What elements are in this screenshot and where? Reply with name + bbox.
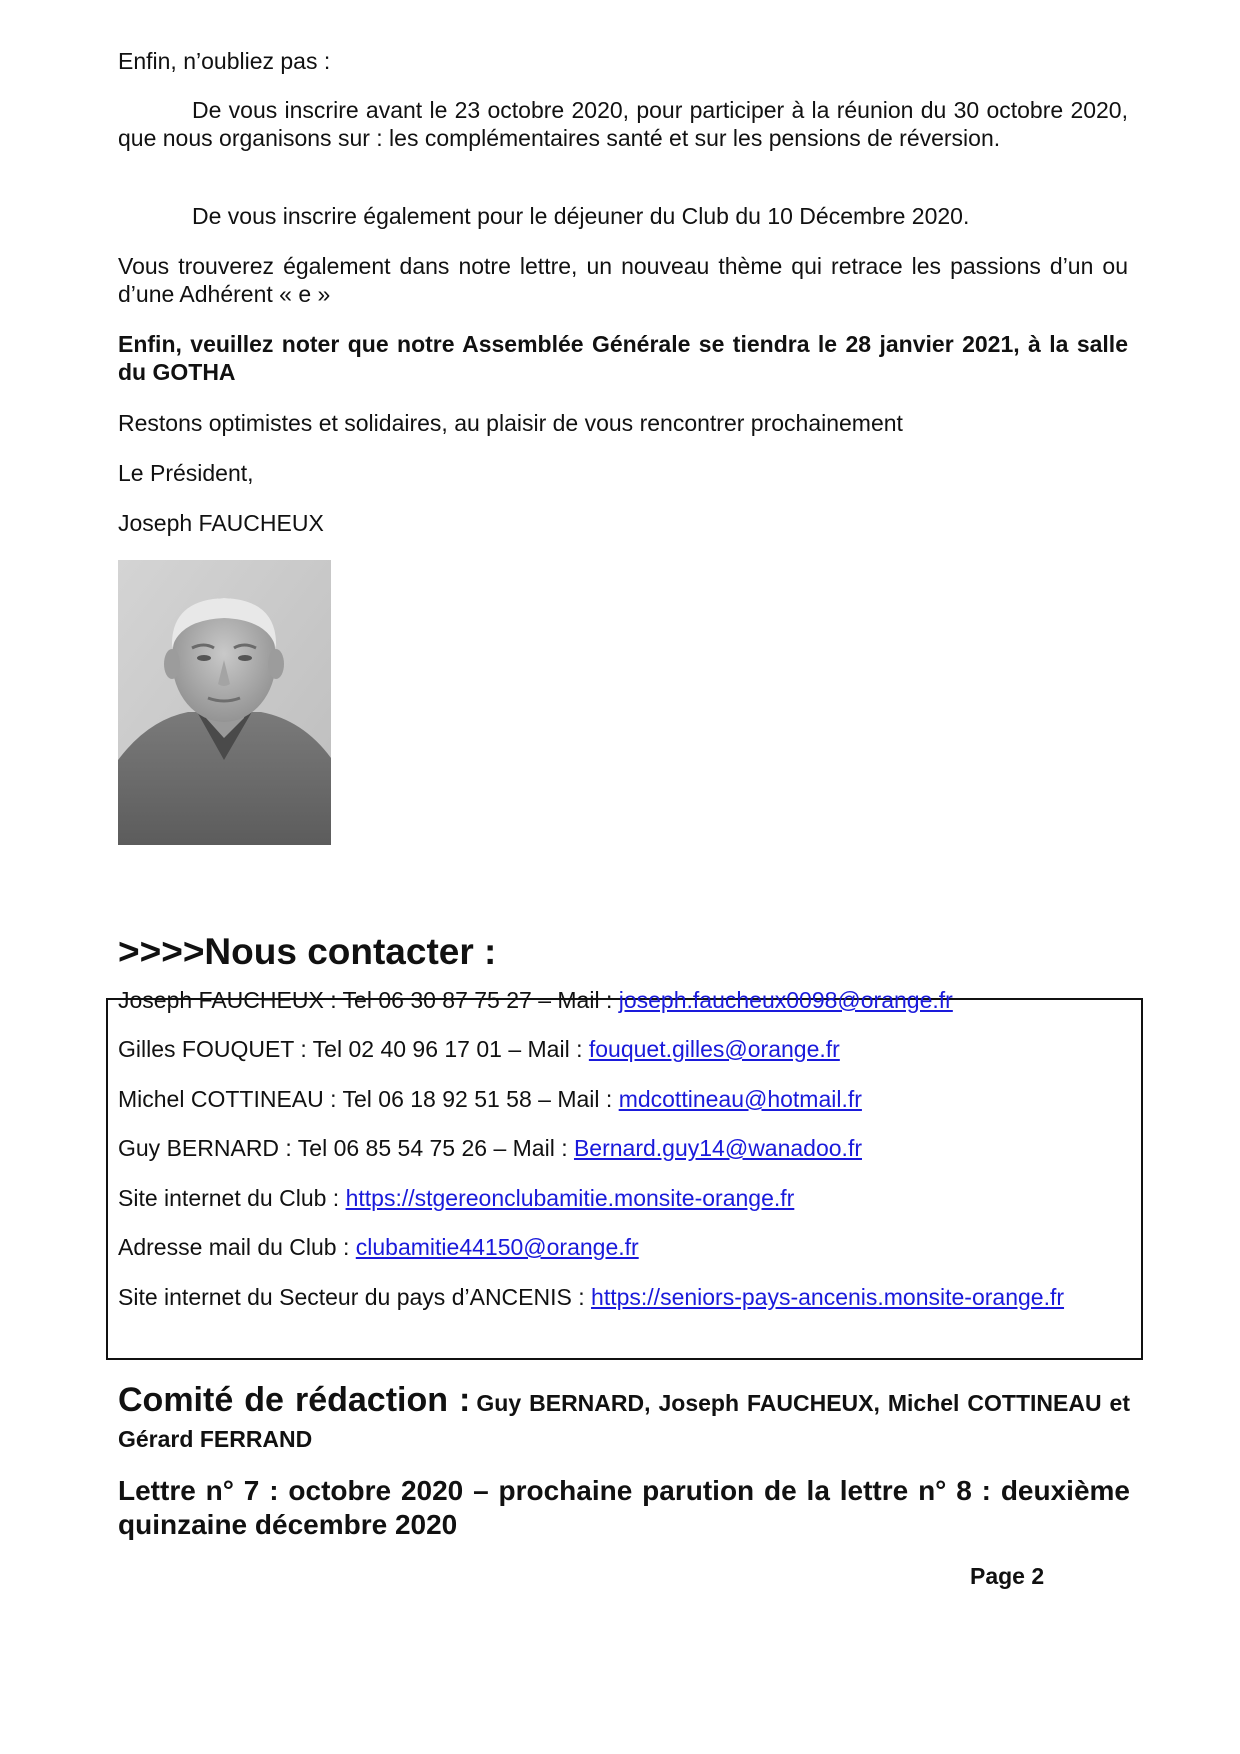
contact-row-club-mail xyxy=(118,1233,1130,1261)
contact-row-club-site xyxy=(118,1184,1130,1212)
theme-note: Vous trouverez également dans notre lettre, un nouveau thème qui retrace les passions d’un ou d’une Adhérent « e » xyxy=(118,253,1128,307)
contact-row-joseph xyxy=(118,986,1130,1014)
committee-members: Guy BERNARD, Joseph FAUCHEUX, Michel COTTINEAU et Gérard FERRAND xyxy=(118,1390,1130,1452)
contact-heading: >>>>Nous contacter : xyxy=(118,931,497,972)
contact-text: Michel COTTINEAU : Tel 06 18 92 51 58 – Mail : xyxy=(118,1086,619,1112)
intro-text: Enfin, n’oubliez pas : xyxy=(118,48,331,74)
contact-text: Adresse mail du Club : xyxy=(118,1234,356,1260)
contact-text: Site internet du Secteur du pays d’ANCENIS : xyxy=(118,1284,592,1310)
email-link[interactable]: fouquet.gilles@orange.fr xyxy=(588,1036,840,1062)
contact-row-guy xyxy=(118,1134,1130,1162)
contact-text: Gilles FOUQUET : Tel 02 40 96 17 01 – Mail : xyxy=(118,1036,589,1062)
closing-text: Restons optimistes et solidaires, au plaisir de vous rencontrer prochainement xyxy=(118,410,903,436)
issue-info: Lettre n° 7 : octobre 2020 – prochaine parution de la lettre n° 8 : deuxième quinzaine décembre 2020 xyxy=(118,1475,1130,1540)
signature-name: Joseph FAUCHEUX xyxy=(118,510,324,536)
email-link[interactable]: joseph.faucheux0098@orange.fr xyxy=(618,987,953,1013)
website-link[interactable]: https://seniors-pays-ancenis.monsite-orange.fr xyxy=(591,1284,1065,1310)
assembly-note: Enfin, veuillez noter que notre Assemblée Générale se tiendra le 28 janvier 2021, à la salle du GOTHA xyxy=(118,331,1128,385)
contact-row-michel xyxy=(118,1085,1130,1113)
website-link[interactable]: https://stgereonclubamitie.monsite-orange.fr xyxy=(345,1185,795,1211)
president-photo xyxy=(118,560,331,845)
contact-row-gilles xyxy=(118,1035,1130,1063)
email-link[interactable]: clubamitie44150@orange.fr xyxy=(355,1234,639,1260)
editorial-committee xyxy=(118,1381,1130,1459)
reminder-lunch: De vous inscrire également pour le déjeuner du Club du 10 Décembre 2020. xyxy=(192,203,970,229)
signature-title: Le Président, xyxy=(118,460,254,486)
email-link[interactable]: Bernard.guy14@wanadoo.fr xyxy=(573,1135,862,1161)
committee-label: Comité de rédaction : xyxy=(118,1381,471,1419)
contact-text: Guy BERNARD : Tel 06 85 54 75 26 – Mail : xyxy=(118,1135,574,1161)
reminder-meeting: De vous inscrire avant le 23 octobre 2020, pour participer à la réunion du 30 octobre 2020, que nous organisons sur : les complémentaires santé et sur les pensions de réversion. xyxy=(118,97,1128,151)
email-link[interactable]: mdcottineau@hotmail.fr xyxy=(618,1086,862,1112)
contact-text: Joseph FAUCHEUX : Tel 06 30 87 75 27 – Mail : xyxy=(118,987,619,1013)
contact-row-sector-site xyxy=(118,1283,1130,1311)
contact-text: Site internet du Club : xyxy=(118,1185,346,1211)
page-number: Page 2 xyxy=(970,1563,1045,1589)
